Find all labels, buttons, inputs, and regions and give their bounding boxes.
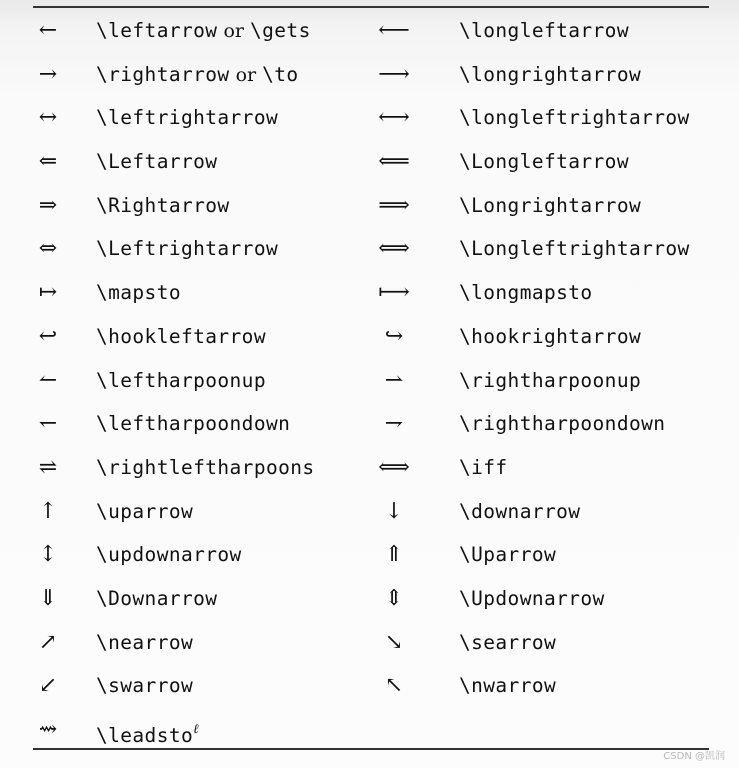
left-command (96, 359, 266, 403)
right-command: \Longrightarrow (459, 193, 642, 217)
table-row (0, 53, 739, 97)
left-command (96, 664, 193, 708)
left-command (96, 53, 299, 97)
top-rule (33, 6, 709, 8)
left-arrow-symbol: ← (38, 18, 58, 43)
table-row (0, 315, 739, 359)
right-arrow-symbol: ⟼ (378, 280, 410, 306)
right-arrow-symbol: ⟶ (378, 61, 410, 87)
left-command-text: \mapsto (96, 281, 181, 305)
table-row (0, 227, 739, 271)
right-command: \searrow (459, 630, 557, 654)
right-arrow-symbol: ↓ (384, 498, 404, 524)
right-arrow-symbol: ⟷ (378, 105, 410, 131)
left-command-alias: \gets (250, 19, 311, 42)
left-arrow-symbol: ↽ (38, 411, 58, 437)
left-command (96, 577, 217, 621)
left-command-alias: \to (262, 62, 299, 86)
right-command: \longrightarrow (459, 62, 642, 86)
right-arrow-symbol: ⟵ (378, 18, 410, 43)
table-row (0, 9, 739, 53)
left-command (96, 446, 315, 490)
left-command-text: \leftharpoondown (96, 412, 291, 436)
table-row (0, 271, 739, 315)
right-arrow-symbol: ⟸ (378, 149, 410, 175)
right-command: \Uparrow (459, 543, 557, 567)
superscript-note: ℓ (193, 722, 199, 737)
table-row (0, 402, 739, 446)
left-command (96, 227, 278, 271)
table-row (0, 708, 739, 752)
left-arrow-symbol: ↙ (38, 673, 58, 699)
left-command-text: \leadsto (96, 724, 194, 747)
right-arrow-symbol: ⇑ (384, 542, 404, 568)
left-command (96, 96, 278, 140)
left-arrow-symbol: ↑ (38, 498, 58, 524)
right-command: \iff (459, 455, 508, 479)
table-row (0, 96, 739, 140)
right-arrow-symbol: ↪ (384, 323, 404, 349)
bottom-rule (33, 748, 709, 750)
left-command-text: \leftrightarrow (96, 106, 279, 130)
left-arrow-symbol: → (38, 61, 58, 87)
left-command (96, 402, 290, 446)
right-command: \rightharpoonup (459, 368, 642, 392)
right-arrow-symbol: ⇁ (384, 411, 404, 437)
right-arrow-symbol: ⟺ (378, 454, 410, 480)
left-command-text: \uparrow (96, 499, 194, 523)
right-command: \nwarrow (459, 674, 557, 698)
right-command: \downarrow (459, 499, 581, 523)
left-command-text: \swarrow (96, 674, 194, 698)
right-arrow-symbol: ⟺ (378, 236, 410, 262)
right-command: \Longleftarrow (459, 150, 629, 174)
left-command-text: \Rightarrow (96, 193, 230, 217)
or-separator: or (229, 63, 263, 86)
right-command: \hookrightarrow (459, 324, 642, 348)
table-row (0, 140, 739, 184)
left-arrow-symbol: ↔ (38, 105, 58, 131)
left-arrow-symbol: ↗ (38, 629, 58, 655)
left-command-text: \rightleftharpoons (96, 455, 315, 479)
right-command: \Updownarrow (459, 586, 605, 610)
table-row (0, 490, 739, 534)
left-command-text: \leftharpoonup (96, 368, 266, 392)
right-arrow-symbol: ⇀ (384, 367, 404, 393)
left-command-text: \Leftarrow (96, 150, 218, 174)
right-arrow-symbol: ⇕ (384, 585, 404, 611)
table-row (0, 446, 739, 490)
left-command-text: \Leftrightarrow (96, 237, 279, 261)
left-arrow-symbol: ⇌ (38, 454, 58, 480)
table-row (0, 621, 739, 665)
left-command-text: \leftarrow (96, 19, 218, 42)
left-arrow-symbol: ↦ (38, 280, 58, 306)
left-command-text: \rightarrow (96, 62, 230, 86)
right-command: \longmapsto (459, 281, 593, 305)
left-arrow-symbol: ⇔ (38, 236, 58, 262)
left-command (96, 708, 199, 752)
table-row (0, 577, 739, 621)
arrow-symbol-table (0, 9, 739, 752)
right-command: \longleftarrow (459, 19, 629, 42)
right-command: \rightharpoondown (459, 412, 666, 436)
left-command-text: \updownarrow (96, 543, 242, 567)
left-command (96, 315, 266, 359)
table-row (0, 359, 739, 403)
right-arrow-symbol: ↘ (384, 629, 404, 655)
left-arrow-symbol: ↕ (38, 542, 58, 568)
left-arrow-symbol: ↩ (38, 323, 58, 349)
left-command-text: \Downarrow (96, 586, 218, 610)
left-command (96, 140, 217, 184)
left-command-text: \nearrow (96, 630, 194, 654)
left-arrow-symbol: ⇒ (38, 192, 58, 218)
table-row (0, 184, 739, 228)
right-arrow-symbol: ↖ (384, 673, 404, 699)
left-arrow-symbol: ⇝ (38, 717, 58, 742)
left-command (96, 9, 311, 53)
left-command (96, 533, 242, 577)
left-command (96, 621, 193, 665)
right-command: \Longleftrightarrow (459, 237, 690, 261)
left-command-text: \hookleftarrow (96, 324, 266, 348)
left-arrow-symbol: ⇐ (38, 149, 58, 175)
table-row (0, 533, 739, 577)
left-arrow-symbol: ↼ (38, 367, 58, 393)
table-row (0, 664, 739, 708)
left-arrow-symbol: ⇓ (38, 585, 58, 611)
right-arrow-symbol: ⟹ (378, 192, 410, 218)
right-command: \longleftrightarrow (459, 106, 690, 130)
right-arrow-symbol (362, 708, 426, 752)
left-command (96, 184, 230, 228)
left-command (96, 490, 193, 534)
or-separator: or (217, 20, 251, 42)
left-command (96, 271, 181, 315)
watermark: CSDN @凯润 (663, 751, 725, 762)
